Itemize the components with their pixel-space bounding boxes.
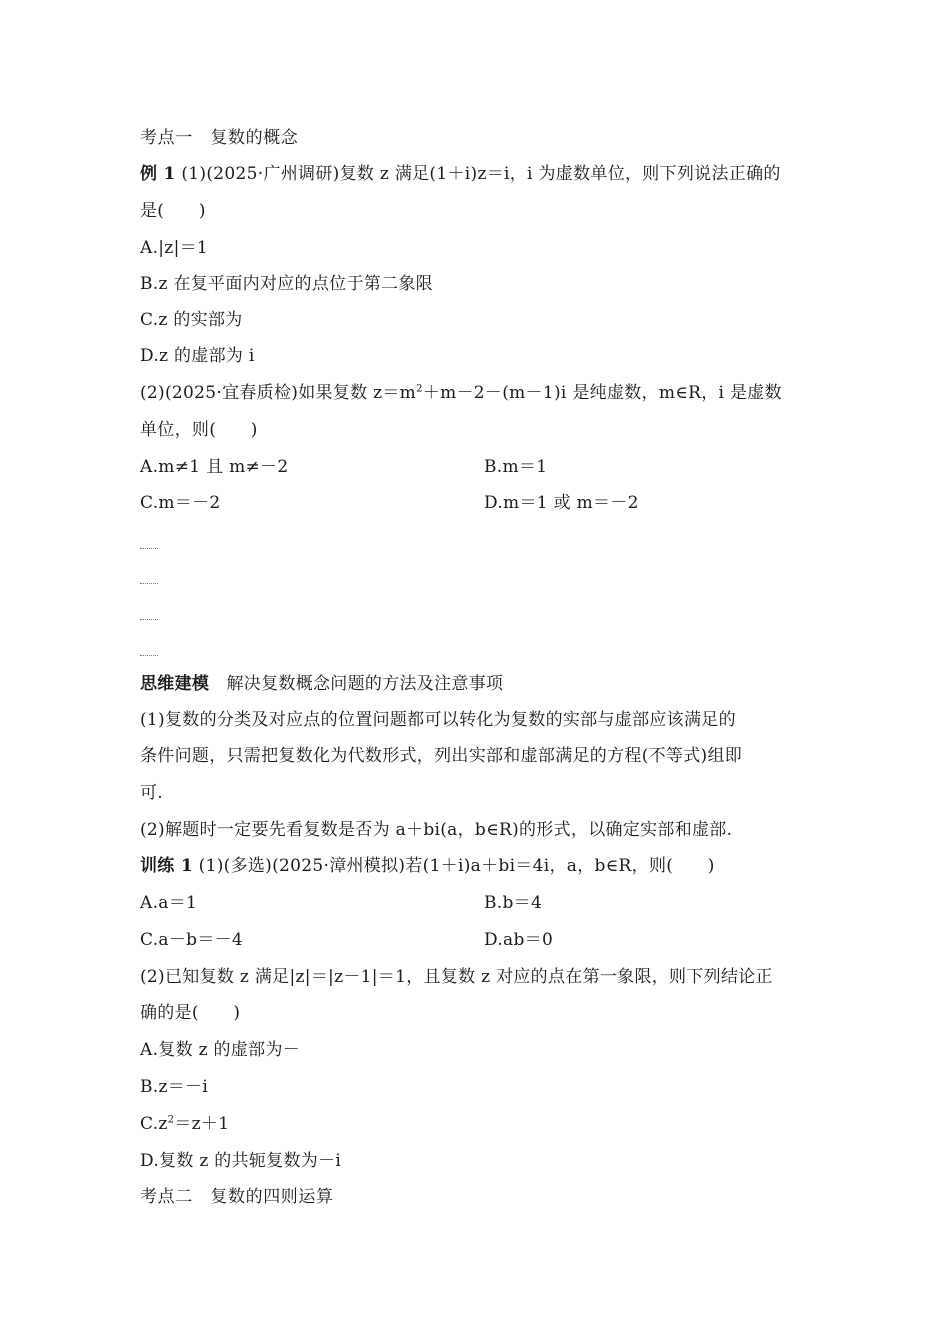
example-1-part-2-line-1	[140, 382, 782, 404]
thinking-p2: (2)解题时一定要先看复数是否为 a＋bi(a，b∈R)的形式，以确定实部和虚部.	[140, 820, 733, 840]
example-label: 例 1	[140, 164, 176, 184]
thinking-p1-line-2: 条件问题，只需把复数化为代数形式，列出实部和虚部满足的方程(不等式)组即	[140, 746, 743, 766]
thinking-p1-line-1: (1)复数的分类及对应点的位置问题都可以转化为复数的实部与虚部应该满足的	[140, 710, 736, 730]
training-1-part-2-line-2: 确的是( )	[140, 1003, 241, 1023]
example-1-option-d: D.z 的虚部为 i	[140, 346, 255, 366]
answer-blank-line	[140, 619, 158, 620]
training-1-option-d: D.ab＝0	[484, 930, 554, 950]
answer-blank-line	[140, 583, 158, 584]
section-heading-1: 考点一 复数的概念	[140, 128, 299, 148]
answer-blank-line	[140, 655, 158, 656]
thinking-model-heading	[140, 673, 503, 695]
training-1-option-c: C.a－b＝－4	[140, 930, 244, 950]
part-2-text-a: (2)(2025·宜春质检)如果复数 z＝m	[140, 383, 417, 403]
training-1-option-a: A.a＝1	[140, 893, 198, 913]
option-c-text-a: C.z	[140, 1114, 168, 1134]
superscript-2: 2	[167, 1114, 175, 1126]
example-1-part-1-text: (1)(2025·广州调研)复数 z 满足(1＋i)z＝i，i 为虚数单位，则下列说法正确的	[175, 164, 781, 184]
training-1-part-1-text: (1)(多选)(2025·漳州模拟)若(1＋i)a＋bi＝4i，a，b∈R，则( )	[192, 856, 715, 876]
training-1-part-2-line-1: (2)已知复数 z 满足|z|＝|z－1|＝1，且复数 z 对应的点在第一象限，则下列结论正	[140, 967, 773, 987]
option-c-text-b: ＝z＋1	[174, 1114, 230, 1134]
thinking-model-label: 思维建模	[140, 674, 210, 694]
training-label: 训练 1	[140, 856, 193, 876]
example-1-line-2: 是( )	[140, 201, 206, 221]
training-1-part-2-option-a: A.复数 z 的虚部为－	[140, 1040, 301, 1060]
part-2-text-b: ＋m－2－(m－1)i 是纯虚数，m∈R，i 是虚数	[422, 383, 782, 403]
training-1-part-2-option-b: B.z＝－i	[140, 1077, 209, 1097]
example-1-part-2-option-a: A.m≠1 且 m≠－2	[140, 457, 289, 477]
example-1-line-1	[140, 163, 781, 185]
example-1-part-2-option-d: D.m＝1 或 m＝－2	[484, 493, 639, 513]
thinking-p1-line-3: 可.	[140, 783, 164, 803]
superscript-2: 2	[416, 383, 423, 395]
section-heading-2: 考点二 复数的四则运算	[140, 1187, 334, 1207]
example-1-part-2-line-2: 单位，则( )	[140, 420, 258, 440]
example-1-option-a: A.|z|＝1	[140, 238, 209, 258]
example-1-option-c: C.z 的实部为	[140, 310, 243, 330]
example-1-part-2-option-c: C.m＝－2	[140, 493, 221, 513]
training-1-part-2-option-d: D.复数 z 的共轭复数为－i	[140, 1151, 342, 1171]
example-1-part-2-option-b: B.m＝1	[484, 457, 548, 477]
training-1-part-2-option-c	[140, 1113, 229, 1135]
thinking-model-title: 解决复数概念问题的方法及注意事项	[209, 674, 504, 694]
answer-blank-line	[140, 548, 158, 549]
training-1-option-b: B.b＝4	[484, 893, 543, 913]
example-1-option-b: B.z 在复平面内对应的点位于第二象限	[140, 274, 433, 294]
training-1-line-1	[140, 855, 715, 877]
